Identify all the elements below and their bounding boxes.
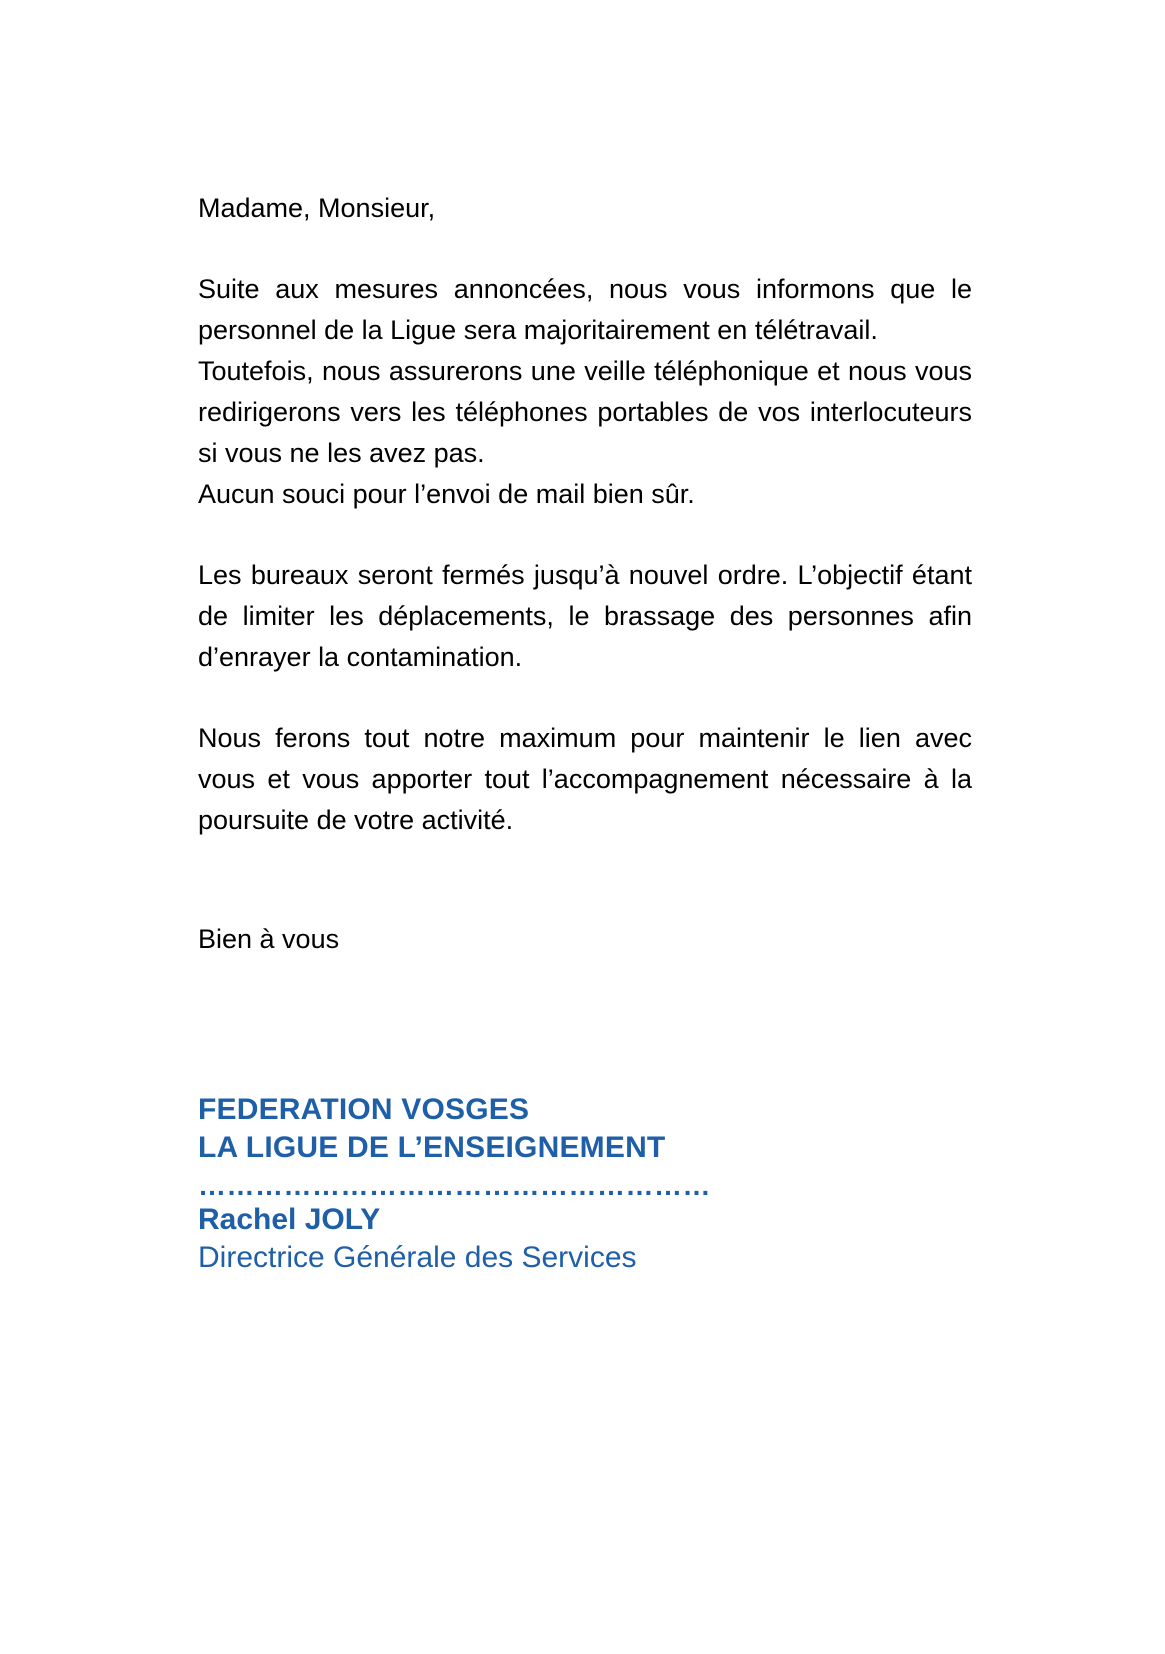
paragraph-telework xyxy=(198,269,972,515)
organization-name: FEDERATION VOSGES xyxy=(198,1093,530,1126)
paragraph-line: Les bureaux seront fermés jusqu’à nouvel ordre. L’objectif étant de limiter les déplacements, le brassage des personnes afin d’enrayer la contamination. xyxy=(198,560,972,672)
paragraph-support xyxy=(198,718,972,841)
signature-block xyxy=(198,1091,711,1277)
paragraph-line: Aucun souci pour l’envoi de mail bien sûr. xyxy=(198,479,695,509)
signatory-title: Directrice Générale des Services xyxy=(198,1241,637,1274)
paragraph-line: Nous ferons tout notre maximum pour maintenir le lien avec vous et vous apporter tout l’accompagnement nécessaire à la poursuite de votre activité. xyxy=(198,723,972,835)
closing: Bien à vous xyxy=(198,924,340,954)
signatory-name: Rachel JOLY xyxy=(198,1203,381,1236)
organization-subtitle: LA LIGUE DE L’ENSEIGNEMENT xyxy=(198,1131,666,1164)
paragraph-offices-closed xyxy=(198,555,972,678)
paragraph-line: Suite aux mesures annoncées, nous vous informons que le personnel de la Ligue sera majoritairement en télétravail. xyxy=(198,274,972,345)
paragraph-line: Toutefois, nous assurerons une veille téléphonique et nous vous redirigerons vers les téléphones portables de vos interlocuteurs si vous ne les avez pas. xyxy=(198,356,972,468)
letter-body xyxy=(198,188,972,960)
salutation: Madame, Monsieur, xyxy=(198,193,436,223)
dotted-separator: ……………………………………………… xyxy=(198,1170,711,1201)
